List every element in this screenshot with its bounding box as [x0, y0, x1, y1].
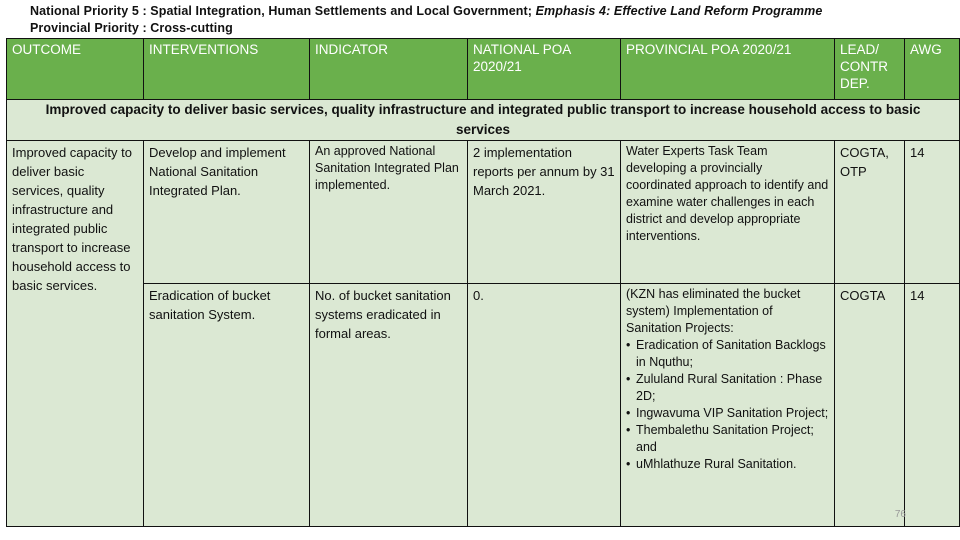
header-provincial-poa: PROVINCIAL POA 2020/21: [621, 39, 835, 100]
sanitation-projects-list: [626, 337, 829, 473]
intervention-cell: Eradication of bucket sanitation System.: [144, 284, 310, 527]
national-poa-cell: 0.: [468, 284, 621, 527]
provincial-poa-cell: Water Experts Task Team developing a provincially coordinated approach to identify and examine water challenges in each district and develop appropriate interventions.: [621, 141, 835, 284]
table-row: [7, 284, 960, 527]
provincial-poa-intro: (KZN has eliminated the bucket system) Implementation of Sanitation Projects:: [626, 287, 801, 335]
emphasis-text: Emphasis 4: Effective Land Reform Programme: [535, 4, 823, 18]
list-item: • uMhlathuze Rural Sanitation.: [636, 456, 829, 473]
national-priority-text: National Priority 5 : Spatial Integration, Human Settlements and Local Government;: [30, 4, 536, 18]
section-heading-row: [7, 100, 960, 141]
header-interventions: INTERVENTIONS: [144, 39, 310, 100]
national-poa-cell: 2 implementation reports per annum by 31 March 2021.: [468, 141, 621, 284]
indicator-cell: An approved National Sanitation Integrated Plan implemented.: [310, 141, 468, 284]
page-number: 76: [894, 509, 906, 520]
list-item: • Zululand Rural Sanitation : Phase 2D;: [636, 371, 829, 405]
lead-dep-cell: COGTA, OTP: [835, 141, 905, 284]
outcome-cell: Improved capacity to deliver basic services, quality infrastructure and integrated public transport to increase household access to basic services.: [7, 141, 144, 527]
header-indicator: INDICATOR: [310, 39, 468, 100]
table-row: [7, 141, 960, 284]
indicator-cell: No. of bucket sanitation systems eradicated in formal areas.: [310, 284, 468, 527]
table-header-row: [7, 39, 960, 100]
awg-cell: 14: [905, 284, 960, 527]
header-lead-dep: LEAD/ CONTR DEP.: [835, 39, 905, 100]
priority-table: [6, 38, 960, 527]
awg-cell: 14: [905, 141, 960, 284]
header-awg: AWG: [905, 39, 960, 100]
header-outcome: OUTCOME: [7, 39, 144, 100]
section-heading: Improved capacity to deliver basic services, quality infrastructure and integrated public transport to increase household access to basic services: [7, 100, 960, 141]
provincial-poa-cell: [621, 284, 835, 527]
intervention-cell: Develop and implement National Sanitation Integrated Plan.: [144, 141, 310, 284]
header-national-poa: NATIONAL POA 2020/21: [468, 39, 621, 100]
list-item: • Ingwavuma VIP Sanitation Project;: [636, 405, 829, 422]
provincial-priority: Provincial Priority : Cross-cutting: [30, 21, 233, 35]
list-item: • Thembalethu Sanitation Project; and: [636, 422, 829, 456]
page-title: [30, 4, 822, 18]
lead-dep-cell: COGTA: [835, 284, 905, 527]
list-item: • Eradication of Sanitation Backlogs in Nquthu;: [636, 337, 829, 371]
